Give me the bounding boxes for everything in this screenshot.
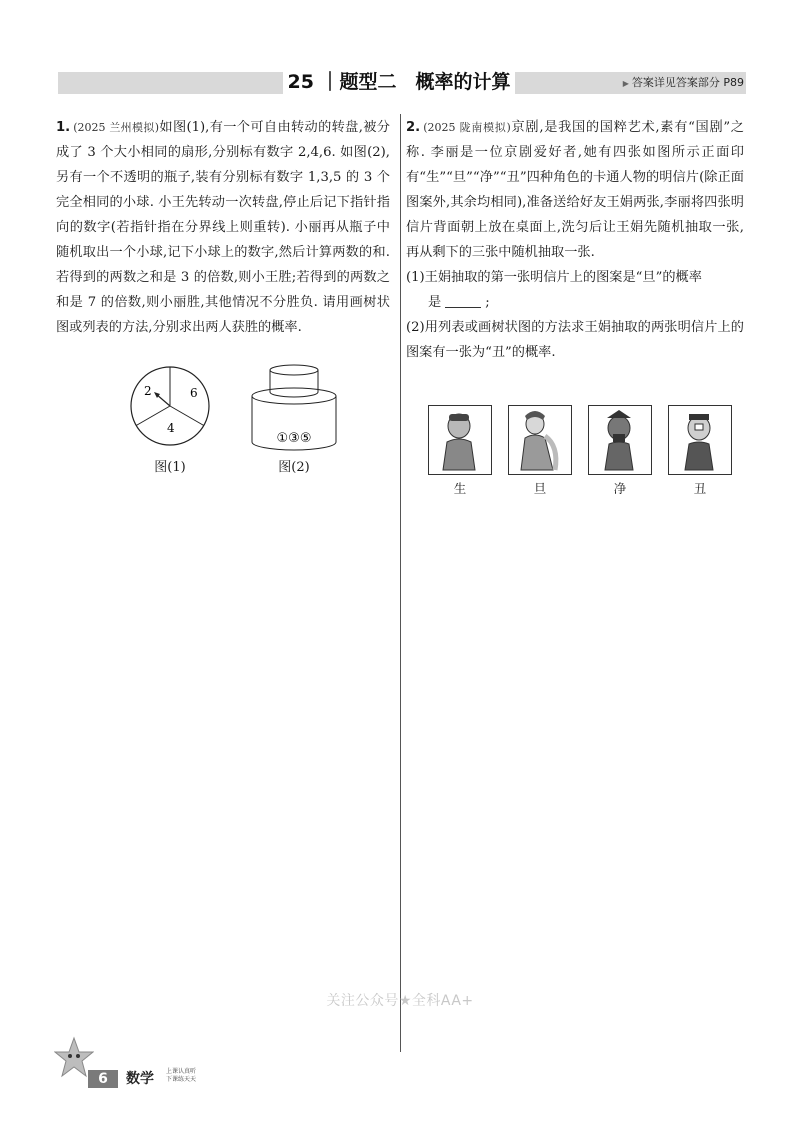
spinner-figure	[131, 367, 209, 445]
question-1-number: 1.	[56, 120, 71, 135]
postcard-label: 生	[453, 481, 467, 496]
postcard-dan	[508, 405, 572, 475]
opera-character-icon	[509, 406, 570, 473]
figure-2-caption: 图(2)	[278, 460, 310, 475]
section-title: 25 ｜题型二 概率的计算	[283, 66, 515, 98]
footer-slogan	[166, 1068, 196, 1084]
question-2-part-1: (1)王娟抽取的第一张明信片上的图案是“旦”的概率	[406, 270, 702, 285]
postcard-sheng	[428, 405, 492, 475]
postcard-chou	[668, 405, 732, 475]
bottle-figure	[252, 365, 336, 450]
figure-1-caption: 图(1)	[154, 460, 186, 475]
triangle-icon: ▶	[622, 79, 629, 88]
opera-character-icon	[669, 406, 730, 473]
question-1-text: 如图(1),有一个可自由转动的转盘,被分成了 3 个大小相同的扇形,分别标有数字 2,4,6. 如图(2),另有一个不透明的瓶子,装有分别标有数字 1,3,5 的 3 个完全相同的小球. 小王先转动一次转盘,停止后记下指针指向的数字(若指针指在分界线上则重转). 小丽再从瓶子中随机取出一个小球,记下小球上的数字,然后计算两数的和. 若得到的两数之和是 3 的倍数,则小王胜;若得到的两数之和是 7 的倍数,则小丽胜,其他情况不分胜负. 请用画树状图或列表的方法,分别求出两人获胜的概率.	[56, 120, 390, 335]
postcard-label: 净	[613, 481, 627, 496]
question-2-text: 京剧,是我国的国粹艺术,素有“国剧”之称. 李丽是一位京剧爱好者,她有四张如图所示正面印有“生”“旦”“净”“丑”四种角色的卡通人物的明信片(除正面图案外,其余均相同),准备送给好友王娟两张,李丽将四张明信片背面朝上放在桌面上,洗匀后让王娟先随机抽取一张,再从剩下的三张中随机抽取一张.	[406, 120, 744, 260]
watermark: 关注公众号★全科AA+	[326, 993, 474, 1009]
page-number: 6	[88, 1070, 118, 1088]
question-2-number: 2.	[406, 120, 421, 135]
postcard-jing	[588, 405, 652, 475]
spinner-number: 6	[190, 386, 198, 400]
slogan-line-1: 上课认真听	[166, 1068, 197, 1075]
opera-character-icon	[589, 406, 650, 473]
slogan-line-2: 下课练天天	[166, 1076, 197, 1083]
postcard-label: 丑	[693, 481, 707, 496]
answer-blank[interactable]	[445, 294, 481, 308]
subject-label: 数学	[126, 1071, 154, 1087]
part-1-is: 是	[428, 295, 442, 310]
column-divider	[400, 114, 401, 1052]
postcard-label: 旦	[533, 481, 547, 496]
question-2	[406, 115, 744, 365]
spinner-number: 2	[144, 384, 152, 398]
question-2-part-1-answer	[406, 290, 744, 315]
question-2-part-2: (2)用列表或画树状图的方法求王娟抽取的两张明信片上的图案有一张为“丑”的概率.	[406, 320, 744, 360]
question-1-figures	[126, 362, 366, 482]
ball-numbers: ①③⑤	[276, 431, 312, 446]
answer-reference-text: 答案详见答案部分 P89	[631, 76, 744, 89]
question-1	[56, 115, 390, 340]
spinner-number: 4	[167, 421, 175, 435]
opera-character-icon	[429, 406, 490, 473]
opera-postcards	[428, 405, 748, 497]
question-2-source: (2025 陇南模拟)	[423, 121, 511, 134]
answer-reference	[623, 75, 744, 92]
part-1-semicolon: ;	[485, 295, 490, 310]
question-1-source: (2025 兰州模拟)	[73, 121, 160, 134]
